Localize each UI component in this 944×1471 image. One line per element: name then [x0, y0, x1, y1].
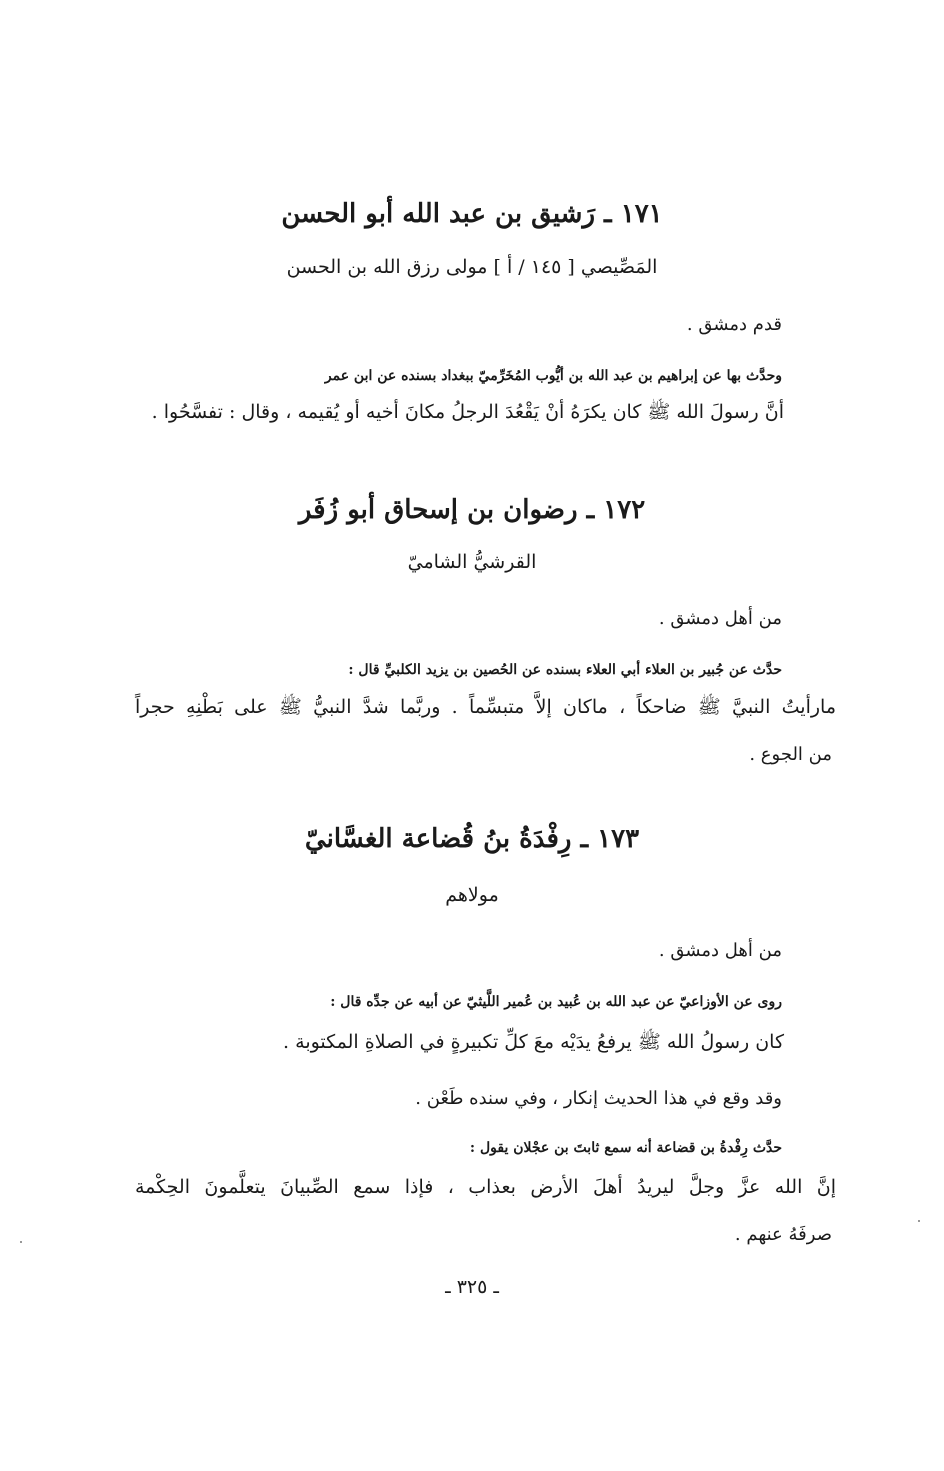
entry-hadith-second: إنَّ الله عزَّ وجلَّ ليريدُ أهلَ الأرض بعذاب ، فإذا سمع الصِّبيانَ يتعلَّمونَ الحِكْمة: [135, 1176, 837, 1198]
entry-origin: من أهل دمشق .: [658, 608, 782, 629]
entry-hadith: أنَّ رسولَ الله ﷺ كان يكرَهُ أنْ يَقْعُدَ الرجلُ مكانَ أخيه أو يُقيمه ، وقال : تفسَّحُوا .: [151, 401, 784, 423]
entry-isnad: روى عن الأوزاعيّ عن عبد الله بن عُبيد بن عُمير اللَّيثيّ عن أبيه عن جدِّه قال :: [330, 994, 782, 1010]
entry-hadith: مارأيتُ النبيَّ ﷺ ضاحكاً ، ماكان إلاَّ متبسِّماً . وربَّما شدَّ النبيُّ ﷺ على بَطْنِهِ حجراً: [135, 696, 836, 718]
entry-subheading: مولاهم: [445, 884, 499, 906]
scan-speck: [20, 1241, 22, 1243]
entry-origin: من أهل دمشق .: [658, 940, 782, 961]
entry-isnad: حدَّث عن جُبير بن العلاء أبي العلاء بسنده عن الحُصين بن يزيد الكلبيِّ قال :: [348, 662, 782, 678]
entry-heading: ١٧١ ـ رَشيق بن عبد الله أبو الحسن: [281, 199, 663, 229]
entry-heading: ١٧٢ ـ رضوان بن إسحاق أبو زُفَر: [298, 495, 646, 525]
entry-subheading: القرشيُّ الشاميّ: [407, 551, 537, 573]
entry-hadith: كان رسولُ الله ﷺ يرفعُ يدَيْه معَ كلِّ تكبيرةٍ في الصلاةِ المكتوبة .: [283, 1031, 784, 1053]
scan-speck: [918, 1220, 920, 1222]
entry-note: وقد وقع في هذا الحديث إنكار ، وفي سنده طَعْن .: [415, 1088, 782, 1109]
entry-subheading: المَصِّيصي [ ١٤٥ / أ ] مولى رزق الله بن الحسن: [286, 256, 658, 278]
entry-isnad-second: حدَّث رِفْدةُ بن قضاعة أنه سمع ثابتَ بن عجْلان يقول :: [469, 1140, 782, 1156]
entry-hadith-second-continuation: صرفَهُ عنهم .: [734, 1224, 832, 1245]
entry-isnad: وحدَّث بها عن إبراهيم بن عبد الله بن أيُّوب المُخَرِّميّ ببغداد بسنده عن ابن عمر: [324, 368, 782, 384]
entry-heading: ١٧٣ ـ رِفْدَةُ بنُ قُضاعة الغسَّانيّ: [304, 824, 640, 854]
page-number: ـ ٣٢٥ ـ: [445, 1276, 499, 1298]
entry-hadith-continuation: من الجوع .: [749, 744, 832, 765]
entry-origin: قدم دمشق .: [686, 314, 782, 335]
